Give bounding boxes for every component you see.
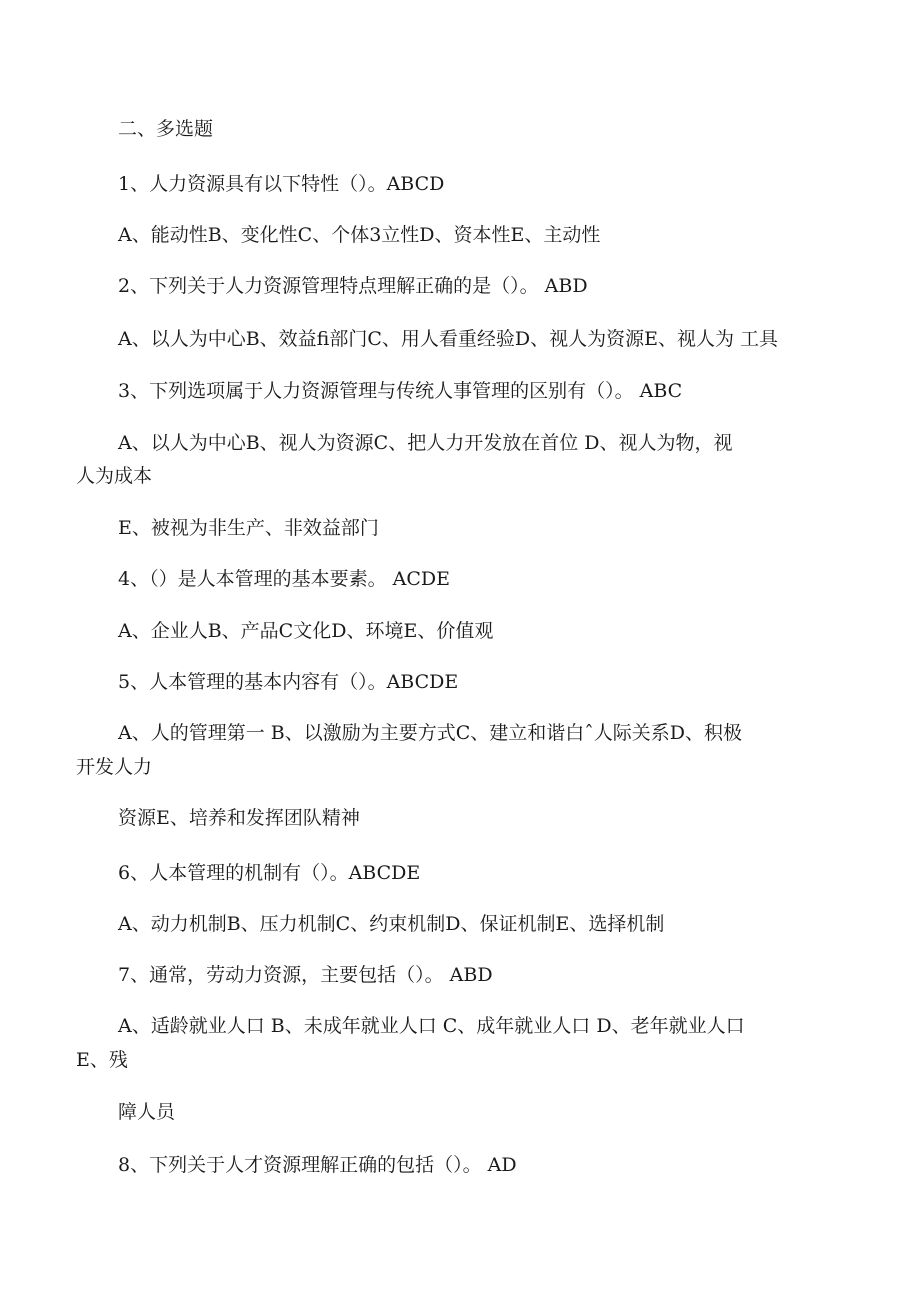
- question-1-options: A、能动性B、变化性C、个体3立性D、资本性E、主动性: [118, 224, 601, 246]
- question-3: 3、下列选项属于人力资源管理与传统人事管理的区别有（）。 ABC: [118, 380, 683, 402]
- question-5-options-cont: 开发人力: [76, 756, 153, 778]
- question-7-options: A、适龄就业人口 B、未成年就业人口 C、成年就业人口 D、老年就业人口: [118, 1015, 745, 1037]
- question-4-options: A、企业人B、产品C文化D、环境E、价值观: [118, 620, 494, 642]
- question-5: 5、人本管理的基本内容有（）。ABCDE: [118, 671, 459, 693]
- question-1: 1、人力资源具有以下特性（）。ABCD: [118, 173, 445, 195]
- question-6: 6、人本管理的机制有（）。ABCDE: [118, 862, 421, 884]
- question-8: 8、下列关于人才资源理解正确的包括（）。 AD: [118, 1154, 517, 1176]
- question-4: 4、（）是人本管理的基本要素。 ACDE: [118, 568, 450, 590]
- section-heading: 二、多选题: [118, 118, 214, 140]
- question-3-options-cont: 人为成本: [76, 465, 153, 487]
- question-3-options-e: E、被视为非生产、非效益部门: [118, 517, 379, 539]
- question-2: 2、下列关于人力资源管理特点理解正确的是（）。 ABD: [118, 275, 588, 297]
- question-5-options: A、人的管理第一 B、以激励为主要方式C、建立和谐白ˆ人际关系D、积极: [118, 722, 742, 744]
- question-2-options: A、以人为中心B、效益fi部门C、用人看重经验D、视人为资源E、视人为 工具: [118, 328, 779, 350]
- question-6-options: A、动力机制B、压力机制C、约束机制D、保证机制E、选择机制: [118, 913, 665, 935]
- question-5-options-e: 资源E、培养和发挥团队精神: [118, 807, 360, 829]
- question-3-options: A、以人为中心B、视人为资源C、把人力开发放在首位 D、视人为物，视: [118, 432, 733, 454]
- question-7: 7、通常，劳动力资源，主要包括（）。 ABD: [118, 964, 493, 986]
- question-7-options-end: 障人员: [118, 1101, 176, 1123]
- question-7-options-cont: E、残: [76, 1049, 128, 1071]
